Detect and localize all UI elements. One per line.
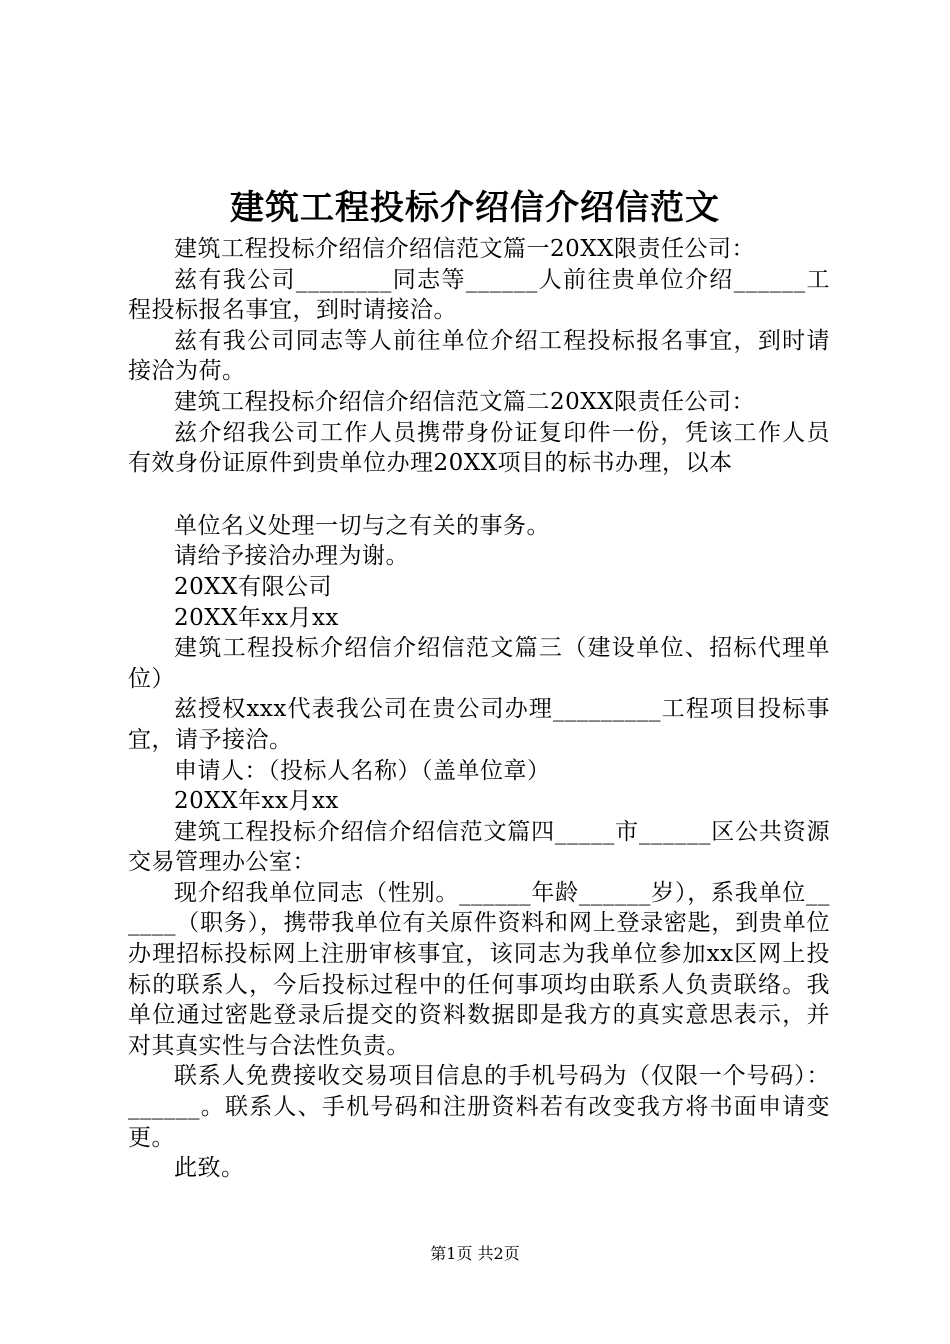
paragraph: 联系人免费接收交易项目信息的手机号码为（仅限一个号码）：______。联系人、手机号码和注册资料若有改变我方将书面申请变更。 xyxy=(128,1063,830,1151)
paragraph: 现介绍我单位同志（性别。______年龄______岁），系我单位______（职务），携带我单位有关原件资料和网上登录密匙，到贵单位办理招标投标网上注册审核事宜，该同志为我单位参加xx区网上投标的联系人，今后投标过程中的任何事项均由联系人负责联络。我单位通过密匙登录后提交的资料数据即是我方的真实意思表示，并对其真实性与合法性负责。 xyxy=(128,879,830,1059)
paragraph: 兹有我公司同志等人前往单位介绍工程投标报名事宜，到时请接洽为荷。 xyxy=(128,327,830,385)
paragraph: 建筑工程投标介绍信介绍信范文篇四_____市______区公共资源交易管理办公室： xyxy=(128,818,830,876)
paragraph: 20XX年xx月xx xyxy=(174,604,339,631)
paragraph: 兹介绍我公司工作人员携带身份证复印件一份，凭该工作人员有效身份证原件到贵单位办理20XX项目的标书办理，以本 xyxy=(128,419,830,477)
paragraph: 兹授权xxx代表我公司在贵公司办理_________工程项目投标事宜，请予接洽。 xyxy=(128,696,830,753)
paragraph: 此致。 xyxy=(174,1155,245,1182)
paragraph: 建筑工程投标介绍信介绍信范文篇二20XX限责任公司： xyxy=(174,388,756,415)
paragraph: 申请人：（投标人名称）（盖单位章） xyxy=(174,757,551,784)
paragraph: 兹有我公司________同志等______人前往贵单位介绍______工程投标报名事宜，到时请接洽。 xyxy=(128,266,830,324)
paragraph: 请给予接洽办理为谢。 xyxy=(174,543,409,570)
document-title: 建筑工程投标介绍信介绍信范文 xyxy=(230,188,720,228)
paragraph: 20XX年xx月xx xyxy=(174,788,339,815)
paragraph: 20XX有限公司 xyxy=(174,573,333,600)
paragraph: 单位名义处理一切与之有关的事务。 xyxy=(174,512,550,539)
document-body xyxy=(128,234,830,1184)
page-number-footer: 第1页 共2页 xyxy=(430,1244,520,1263)
paragraph: 建筑工程投标介绍信介绍信范文篇三（建设单位、招标代理单位） xyxy=(128,635,830,692)
paragraph: 建筑工程投标介绍信介绍信范文篇一20XX限责任公司： xyxy=(174,236,756,262)
